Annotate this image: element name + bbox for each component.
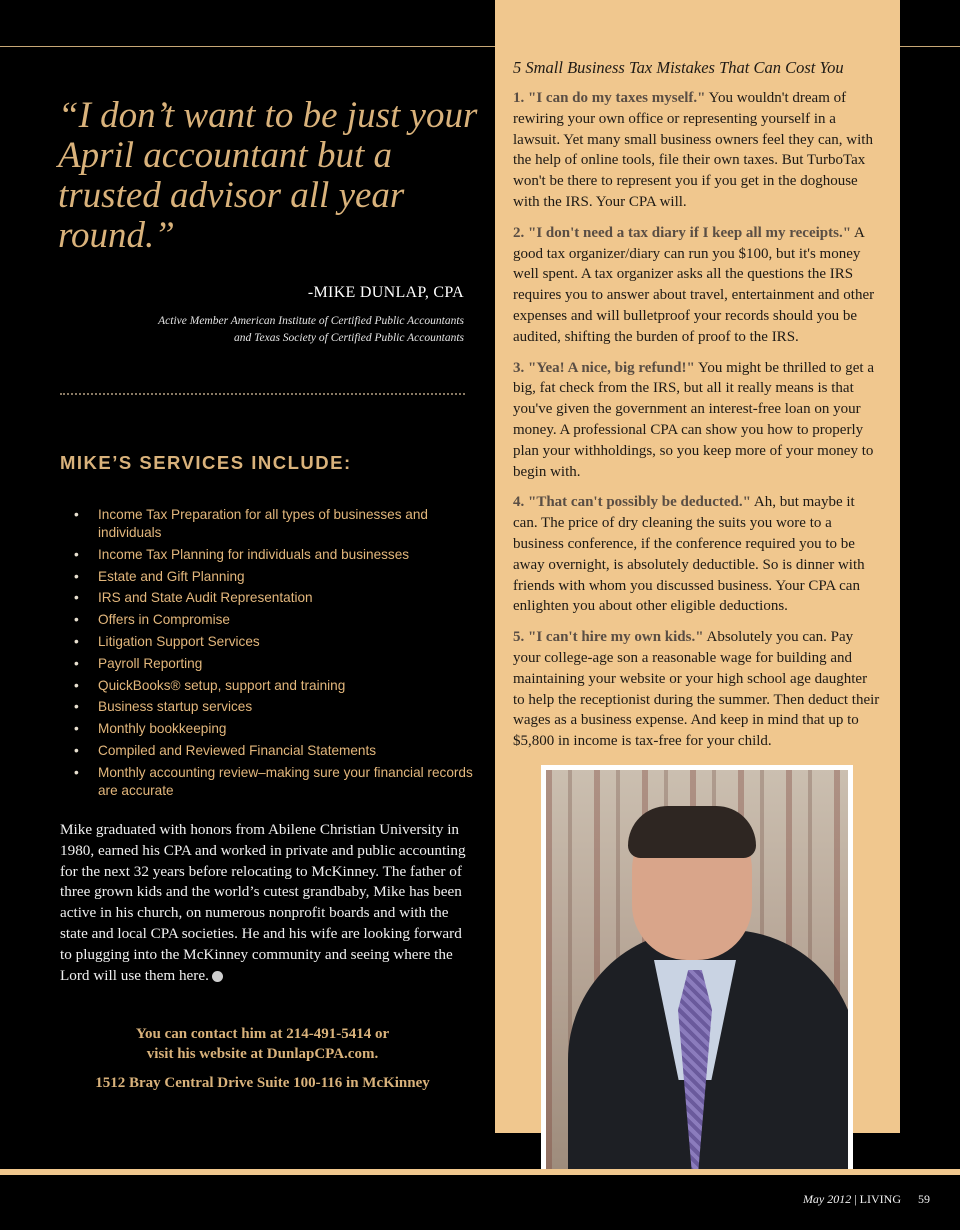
list-item	[60, 506, 480, 542]
service-label: Income Tax Preparation for all types of businesses and individuals	[98, 507, 428, 540]
top-rule	[0, 46, 495, 47]
address: 1512 Bray Central Drive Suite 100-116 in McKinney	[95, 1075, 430, 1091]
list-item	[60, 633, 480, 651]
portrait-hair	[628, 806, 756, 858]
tip-item	[513, 88, 880, 213]
bullet-icon: •	[74, 507, 79, 522]
service-label: QuickBooks® setup, support and training	[98, 677, 346, 693]
bullet-icon: •	[74, 764, 79, 780]
sidebar-title: 5 Small Business Tax Mistakes That Can Cost You	[513, 58, 844, 77]
dotted-divider	[60, 393, 465, 395]
service-label: Monthly bookkeeping	[98, 721, 227, 737]
list-item	[60, 720, 480, 738]
bullet-icon: •	[74, 612, 79, 628]
service-label: Estate and Gift Planning	[98, 568, 245, 584]
portrait-photo	[541, 765, 853, 1175]
top-rule-right	[900, 46, 960, 47]
service-label: IRS and State Audit Representation	[98, 590, 313, 606]
contact-line-1: You can contact him at 214-491-5414 or	[135, 1026, 390, 1042]
list-item	[60, 677, 480, 695]
tip-body: Ah, but maybe it can. The price of dry cleaning the suits you wore to a business conference, if the conference required you to be away overnight, is absolutely deductible. So is dinner with friends with whom you discussed business. Your CPA can enlighten you about other eligible deductions.	[513, 494, 865, 615]
affiliation-line-2: and Texas Society of Certified Public Accountants	[234, 332, 464, 344]
bio-paragraph	[60, 820, 470, 986]
tip-item	[513, 492, 880, 617]
bullet-icon: •	[74, 699, 79, 715]
bullet-icon: •	[74, 568, 79, 584]
service-label: Compiled and Reviewed Financial Statements	[98, 742, 377, 758]
service-label: Offers in Compromise	[98, 612, 230, 628]
service-label: Monthly accounting review–making sure your financial records are accurate	[98, 764, 473, 798]
contact-line-2: visit his website at DunlapCPA.com.	[146, 1046, 379, 1062]
pull-quote: “I don’t want to be just your April accountant but a trusted advisor all year round.”	[58, 95, 478, 256]
list-item	[60, 546, 480, 564]
service-label: Litigation Support Services	[98, 633, 260, 649]
tip-heading: 1. "I can do my taxes myself."	[513, 90, 706, 106]
list-item	[60, 764, 480, 800]
service-label: Income Tax Planning for individuals and businesses	[98, 546, 410, 562]
end-mark-icon	[212, 971, 223, 982]
list-item	[60, 568, 480, 586]
affiliation	[44, 313, 464, 347]
bullet-icon: •	[74, 633, 79, 649]
bullet-icon: •	[74, 590, 79, 606]
page-footer	[803, 1192, 930, 1207]
tip-item	[513, 223, 880, 348]
list-item	[60, 655, 480, 673]
footer-issue-date: May 2012	[802, 1192, 852, 1206]
tip-item	[513, 627, 880, 752]
bullet-icon: •	[74, 655, 79, 671]
services-heading: MIKE’S SERVICES INCLUDE:	[60, 452, 352, 473]
page-number: 59	[918, 1192, 930, 1206]
tip-heading: 4. "That can't possibly be deducted."	[513, 494, 751, 511]
bullet-icon: •	[74, 546, 79, 562]
bullet-icon: •	[74, 721, 79, 737]
list-item	[60, 698, 480, 716]
list-item	[60, 589, 480, 607]
tip-body: Absolutely you can. Pay your college-age son a reasonable wage for building and maintaining your website or your high school age daughter to help the receptionist during the summer. Then deduct their wages as a business expense. And keep in mind that up to $5,800 in income is tax-free for your child.	[513, 629, 880, 750]
bullet-icon: •	[74, 742, 79, 758]
tip-item	[513, 358, 880, 483]
tip-heading: 2. "I don't need a tax diary if I keep all my receipts."	[513, 224, 852, 241]
portrait-image	[546, 770, 848, 1170]
tip-body: A good tax organizer/diary can run you $100, but it's money well spent. A tax organizer asks all the questions the IRS requires you to answer about travel, entertainment and other expenses and will bulletproof your records should you be audited, shifting the burden of proof to the IRS.	[513, 224, 875, 345]
contact-info	[60, 1024, 465, 1064]
services-list	[60, 506, 480, 804]
quote-byline: -MIKE DUNLAP, CPA	[307, 284, 464, 301]
tip-body: You might be thrilled to get a big, fat check from the IRS, but all it really means is that you've given the government an interest-free loan on your money. A professional CPA can show you how to properly plan your withholdings, so you keep more of your money to begin with.	[513, 359, 874, 480]
bio-text: Mike graduated with honors from Abilene Christian University in 1980, earned his CPA and worked in private and public accounting for the next 32 years before relocating to McKinney. The father of three grown kids and the world’s cutest grandbaby, Mike has been active in his church, on numerous nonprofit boards and with the state and local CPA societies. He and his wife are looking forward to plugging into the McKinney community and seeing where the Lord will use them here.	[60, 821, 466, 984]
footer-separator: |	[854, 1192, 857, 1206]
list-item	[60, 742, 480, 760]
affiliation-line-1: Active Member American Institute of Certified Public Accountants	[158, 315, 464, 327]
bottom-rule	[0, 1169, 960, 1175]
bullet-icon: •	[74, 677, 79, 693]
tip-heading: 5. "I can't hire my own kids."	[513, 629, 704, 646]
list-item	[60, 611, 480, 629]
tip-body: You wouldn't dream of rewiring your own office or representing yourself in a lawsuit. Yet many small business owners feel they can, with the help of online tools, file their own taxes. But TurboTax won't be there to represent you if you get in the doghouse with the IRS. Your CPA will.	[513, 90, 873, 210]
footer-section: LIVING	[859, 1192, 901, 1206]
service-label: Payroll Reporting	[98, 655, 203, 671]
service-label: Business startup services	[98, 699, 253, 715]
tip-heading: 3. "Yea! A nice, big refund!"	[513, 359, 695, 376]
